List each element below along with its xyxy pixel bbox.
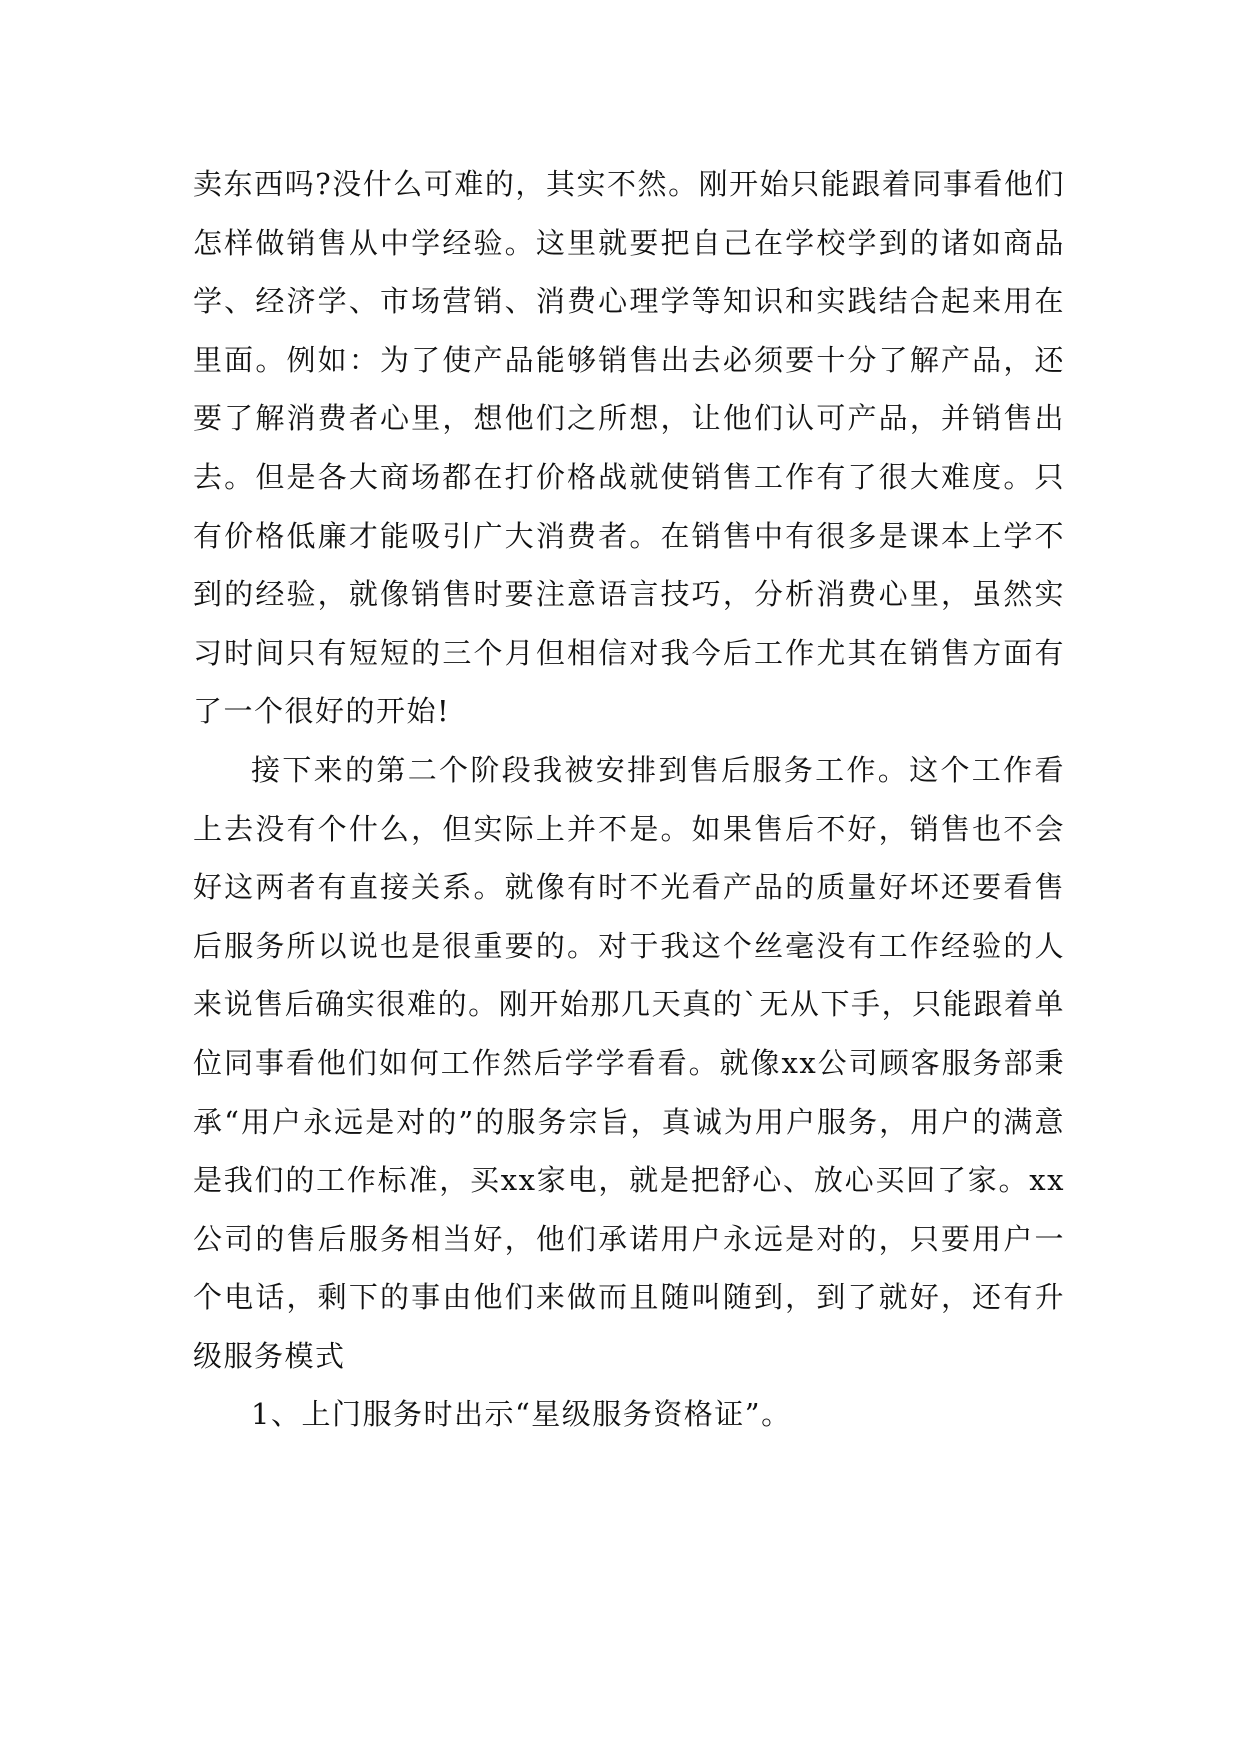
paragraph-2: 接下来的第二个阶段我被安排到售后服务工作。这个工作看上去没有个什么，但实际上并不是。如果售后不好，销售也不会好这两者有直接关系。就像有时不光看产品的质量好坏还要看售后服务所以说也是很重要的。对于我这个丝毫没有工作经验的人来说售后确实很难的。刚开始那几天真的`无从下手，只能跟着单位同事看他们如何工作然后学学看看。就像xx公司顾客服务部秉承“用户永远是对的”的服务宗旨，真诚为用户服务，用户的满意是我们的工作标准，买xx家电，就是把舒心、放心买回了家。xx公司的售后服务相当好，他们承诺用户永远是对的，只要用户一个电话，剩下的事由他们来做而且随叫随到，到了就好，还有升级服务模式 [193,752,1065,1373]
paragraph-3: 1、上门服务时出示“星级服务资格证”。 [251,1397,792,1432]
document-body [193,155,1065,1444]
paragraph-1: 卖东西吗?没什么可难的，其实不然。刚开始只能跟着同事看他们怎样做销售从中学经验。这里就要把自己在学校学到的诸如商品学、经济学、市场营销、消费心理学等知识和实践结合起来用在里面。例如：为了使产品能够销售出去必须要十分了解产品，还要了解消费者心里，想他们之所想，让他们认可产品，并销售出去。但是各大商场都在打价格战就使销售工作有了很大难度。只有价格低廉才能吸引广大消费者。在销售中有很多是课本上学不到的经验，就像销售时要注意语言技巧，分析消费心里，虽然实习时间只有短短的三个月但相信对我今后工作尤其在销售方面有了一个很好的开始! [193,167,1065,729]
